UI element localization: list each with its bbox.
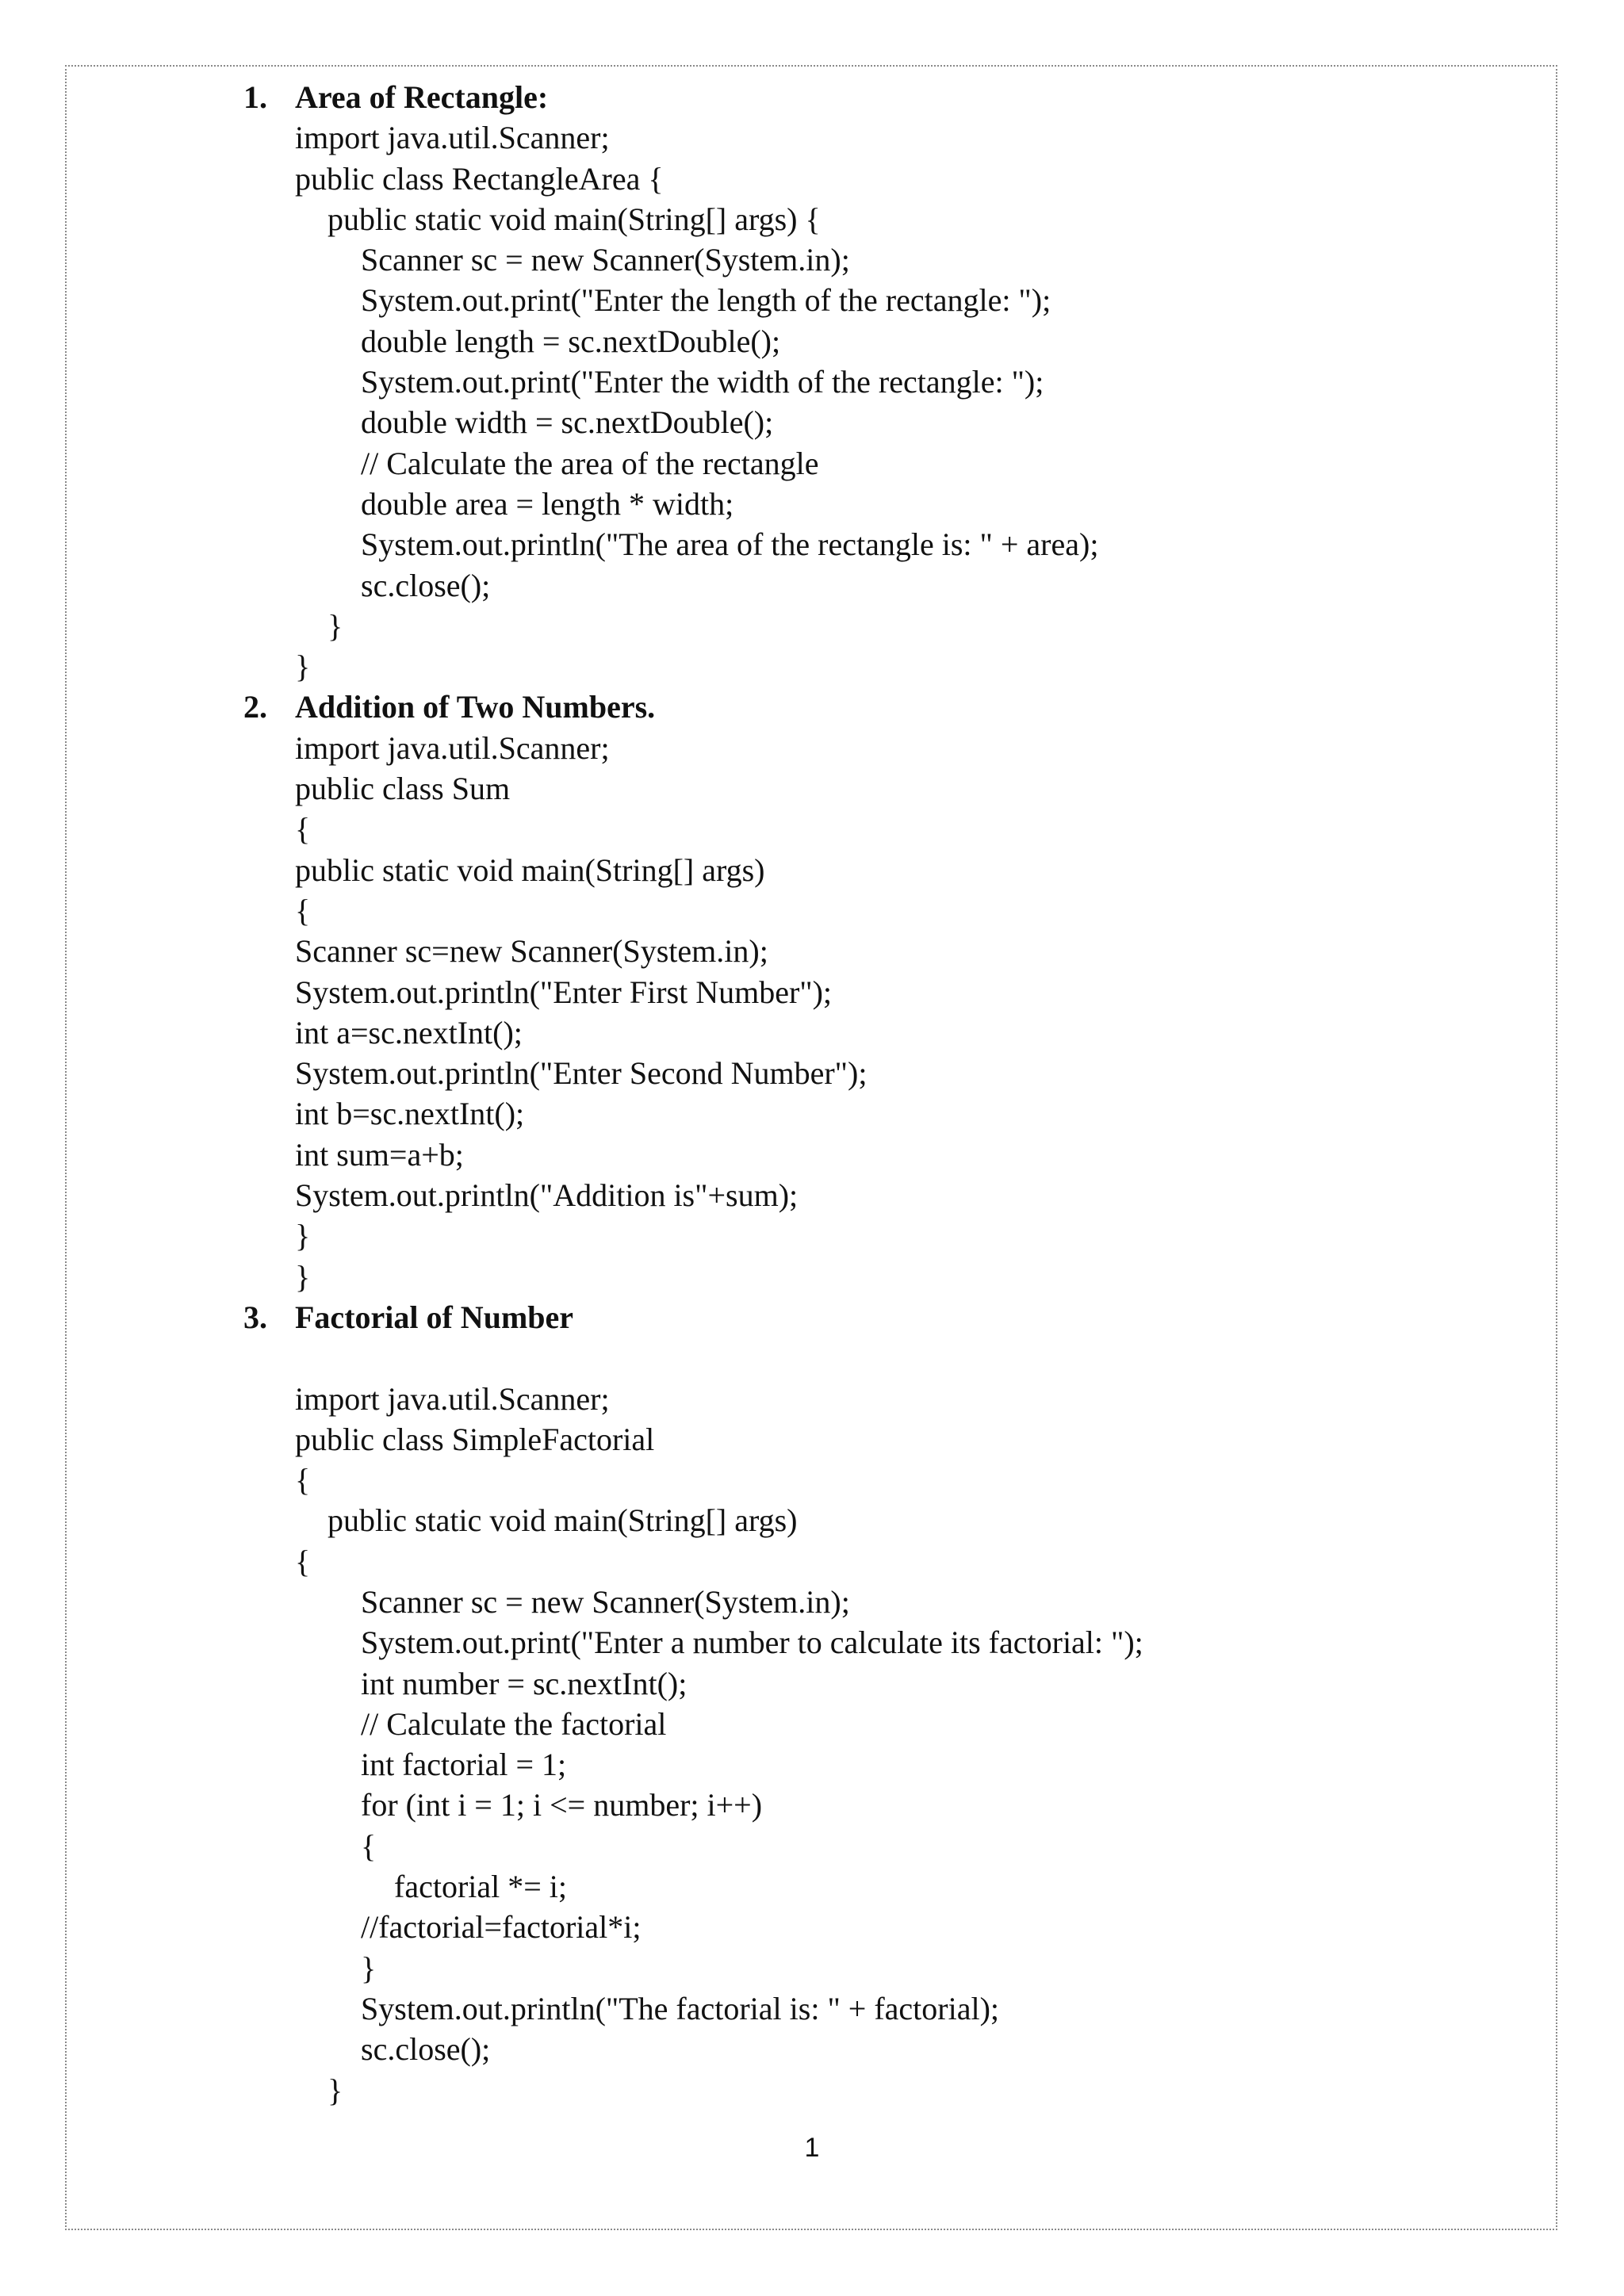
code-text: } [295, 649, 311, 685]
code-text: // Calculate the area of the rectangle [361, 445, 819, 481]
code-text: public class Sum [295, 771, 511, 807]
code-text: System.out.println("Addition is"+sum); [295, 1177, 799, 1214]
code-text: for (int i = 1; i <= number; i++) [361, 1787, 763, 1823]
code-line [0, 1135, 1624, 1175]
code-text: double width = sc.nextDouble(); [361, 404, 774, 441]
code-line [0, 1582, 1624, 1622]
code-text: sc.close(); [361, 567, 491, 603]
code-line [0, 1379, 1624, 1419]
code-line [0, 1093, 1624, 1134]
code-text: double area = length * width; [361, 485, 734, 522]
code-text: //factorial=factorial*i; [361, 1909, 642, 1946]
code-text: System.out.println("The factorial is: " + factorial); [361, 1990, 999, 2026]
code-line [0, 159, 1624, 199]
code-text: } [327, 607, 343, 644]
code-line [0, 2029, 1624, 2069]
code-line [0, 1622, 1624, 1663]
code-text: public static void main(String[] args) [295, 851, 765, 888]
code-line [0, 850, 1624, 890]
code-line [0, 402, 1624, 442]
code-line [0, 524, 1624, 564]
code-line [0, 1663, 1624, 1704]
code-text: Scanner sc=new Scanner(System.in); [295, 933, 768, 970]
code-text: public class RectangleArea { [295, 160, 664, 197]
code-line [0, 1785, 1624, 1825]
section-heading [0, 687, 1624, 727]
code-line [0, 199, 1624, 239]
code-text: public static void main(String[] args) [327, 1502, 798, 1539]
code-line [0, 1215, 1624, 1256]
code-text: import java.util.Scanner; [295, 729, 610, 766]
code-line [0, 1012, 1624, 1053]
code-line [0, 1419, 1624, 1460]
section-title: Addition of Two Numbers. [295, 689, 656, 725]
section-heading [0, 77, 1624, 117]
code-line [0, 1500, 1624, 1540]
page-number: 1 [804, 2133, 820, 2163]
section-heading [0, 1297, 1624, 1337]
code-line [0, 1826, 1624, 1866]
code-line [0, 117, 1624, 158]
code-text: { [361, 1827, 377, 1864]
code-text: } [295, 1258, 311, 1295]
document-body [0, 77, 1624, 2110]
code-text: System.out.print("Enter the width of the rectangle: "); [361, 364, 1044, 400]
code-line [0, 972, 1624, 1012]
code-line [0, 1866, 1624, 1907]
code-text: int b=sc.nextInt(); [295, 1096, 525, 1132]
code-line [0, 606, 1624, 646]
code-line [0, 1907, 1624, 1947]
code-text: System.out.println("Enter First Number"); [295, 974, 833, 1010]
section-number: 2. [243, 689, 267, 725]
section-number: 3. [243, 1299, 267, 1335]
code-line [0, 565, 1624, 606]
code-line [0, 890, 1624, 931]
code-text: public class SimpleFactorial [295, 1421, 655, 1457]
code-text: { [295, 1543, 311, 1579]
code-line [0, 239, 1624, 280]
code-text: // Calculate the factorial [361, 1705, 667, 1742]
code-line [0, 646, 1624, 687]
code-text: int number = sc.nextInt(); [361, 1665, 688, 1701]
code-line [0, 1948, 1624, 1988]
code-text: } [295, 1218, 311, 1254]
code-line [0, 2070, 1624, 2110]
code-text: System.out.println("The area of the rectangle is: " + area); [361, 526, 1099, 563]
code-line [0, 768, 1624, 809]
code-text: import java.util.Scanner; [295, 1380, 610, 1417]
code-text: import java.util.Scanner; [295, 120, 610, 156]
code-line [0, 1337, 1624, 1378]
code-line [0, 809, 1624, 849]
code-text: System.out.print("Enter a number to calculate its factorial: "); [361, 1624, 1143, 1661]
code-line [0, 1744, 1624, 1785]
code-line [0, 1988, 1624, 2029]
code-text: { [295, 892, 311, 928]
code-text: int a=sc.nextInt(); [295, 1014, 523, 1050]
code-text: System.out.print("Enter the length of the rectangle: "); [361, 282, 1051, 319]
code-text: { [295, 811, 311, 848]
section-title: Factorial of Number [295, 1299, 574, 1335]
section-number: 1. [243, 79, 267, 115]
code-line [0, 443, 1624, 484]
code-text: { [295, 1462, 311, 1498]
code-line [0, 1541, 1624, 1582]
code-line [0, 931, 1624, 971]
code-line [0, 362, 1624, 402]
code-text: int sum=a+b; [295, 1136, 464, 1173]
code-text: int factorial = 1; [361, 1747, 567, 1783]
code-text: factorial *= i; [394, 1869, 568, 1905]
code-text: double length = sc.nextDouble(); [361, 323, 781, 359]
code-line [0, 1175, 1624, 1215]
code-line [0, 1460, 1624, 1500]
code-line [0, 280, 1624, 320]
code-line [0, 484, 1624, 524]
code-text: System.out.println("Enter Second Number"); [295, 1055, 868, 1092]
code-text: } [361, 1950, 377, 1986]
code-line [0, 728, 1624, 768]
code-text: public static void main(String[] args) { [327, 201, 821, 237]
code-text: sc.close(); [361, 2031, 491, 2068]
code-line [0, 1053, 1624, 1093]
code-line [0, 321, 1624, 362]
section-title: Area of Rectangle: [295, 79, 549, 115]
code-line [0, 1257, 1624, 1297]
code-text: Scanner sc = new Scanner(System.in); [361, 242, 850, 278]
code-line [0, 1704, 1624, 1744]
code-text: } [327, 2072, 343, 2108]
code-text: Scanner sc = new Scanner(System.in); [361, 1583, 850, 1620]
